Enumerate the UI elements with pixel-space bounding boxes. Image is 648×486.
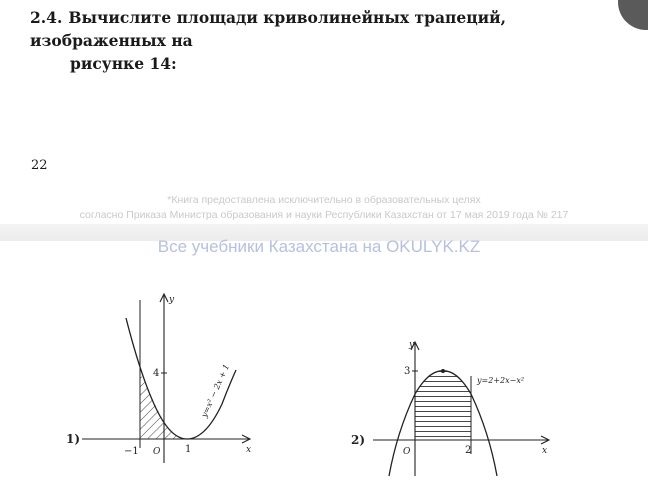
figure-2-x-label: x (542, 446, 548, 456)
figure-1-graph (60, 280, 260, 470)
figure-2-formula: y=2+2x−x² (477, 376, 525, 385)
page-number: 22 (31, 158, 48, 173)
figure-1-formula: y=x² − 2x + 1 (199, 362, 232, 419)
figure-1-y-label: y (169, 295, 175, 305)
problem-text-line2: рисунке 14: (70, 54, 177, 73)
figure-2-tick-3: 3 (404, 366, 411, 377)
problem-statement (30, 6, 630, 75)
figure-1-origin: O (153, 447, 161, 457)
okulyk-footer-link[interactable]: Все учебники Казахстана на OKULYK.KZ (157, 237, 481, 256)
figure-1-x-label: x (246, 445, 252, 455)
figure-2-y-label: y (409, 340, 415, 350)
figure-2 (345, 336, 565, 482)
figure-1 (60, 280, 260, 470)
figure-2-graph (345, 336, 565, 482)
figure-1-tick-neg1: −1 (124, 446, 139, 457)
problem-text-line1: Вычислите площади криволинейных трапеций, изображенных на (30, 8, 507, 50)
figure-2-origin: O (403, 447, 411, 457)
figure-1-label: 1) (66, 432, 81, 446)
copyright-notice-line2: согласно Приказа Министра образования и науки Республики Казахстан от 17 мая 2019 года № 217 (79, 209, 569, 221)
problem-number: 2.4. (30, 8, 63, 27)
figure-1-tick-1: 1 (185, 444, 192, 455)
figure-2-tick-2: 2 (465, 445, 472, 456)
figure-2-vertex-point (441, 369, 445, 373)
copyright-notice-line1: *Книга предоставлена исключительно в образовательных целях (167, 194, 481, 206)
figure-1-tick-4: 4 (153, 368, 160, 379)
figure-2-label: 2) (351, 433, 366, 447)
